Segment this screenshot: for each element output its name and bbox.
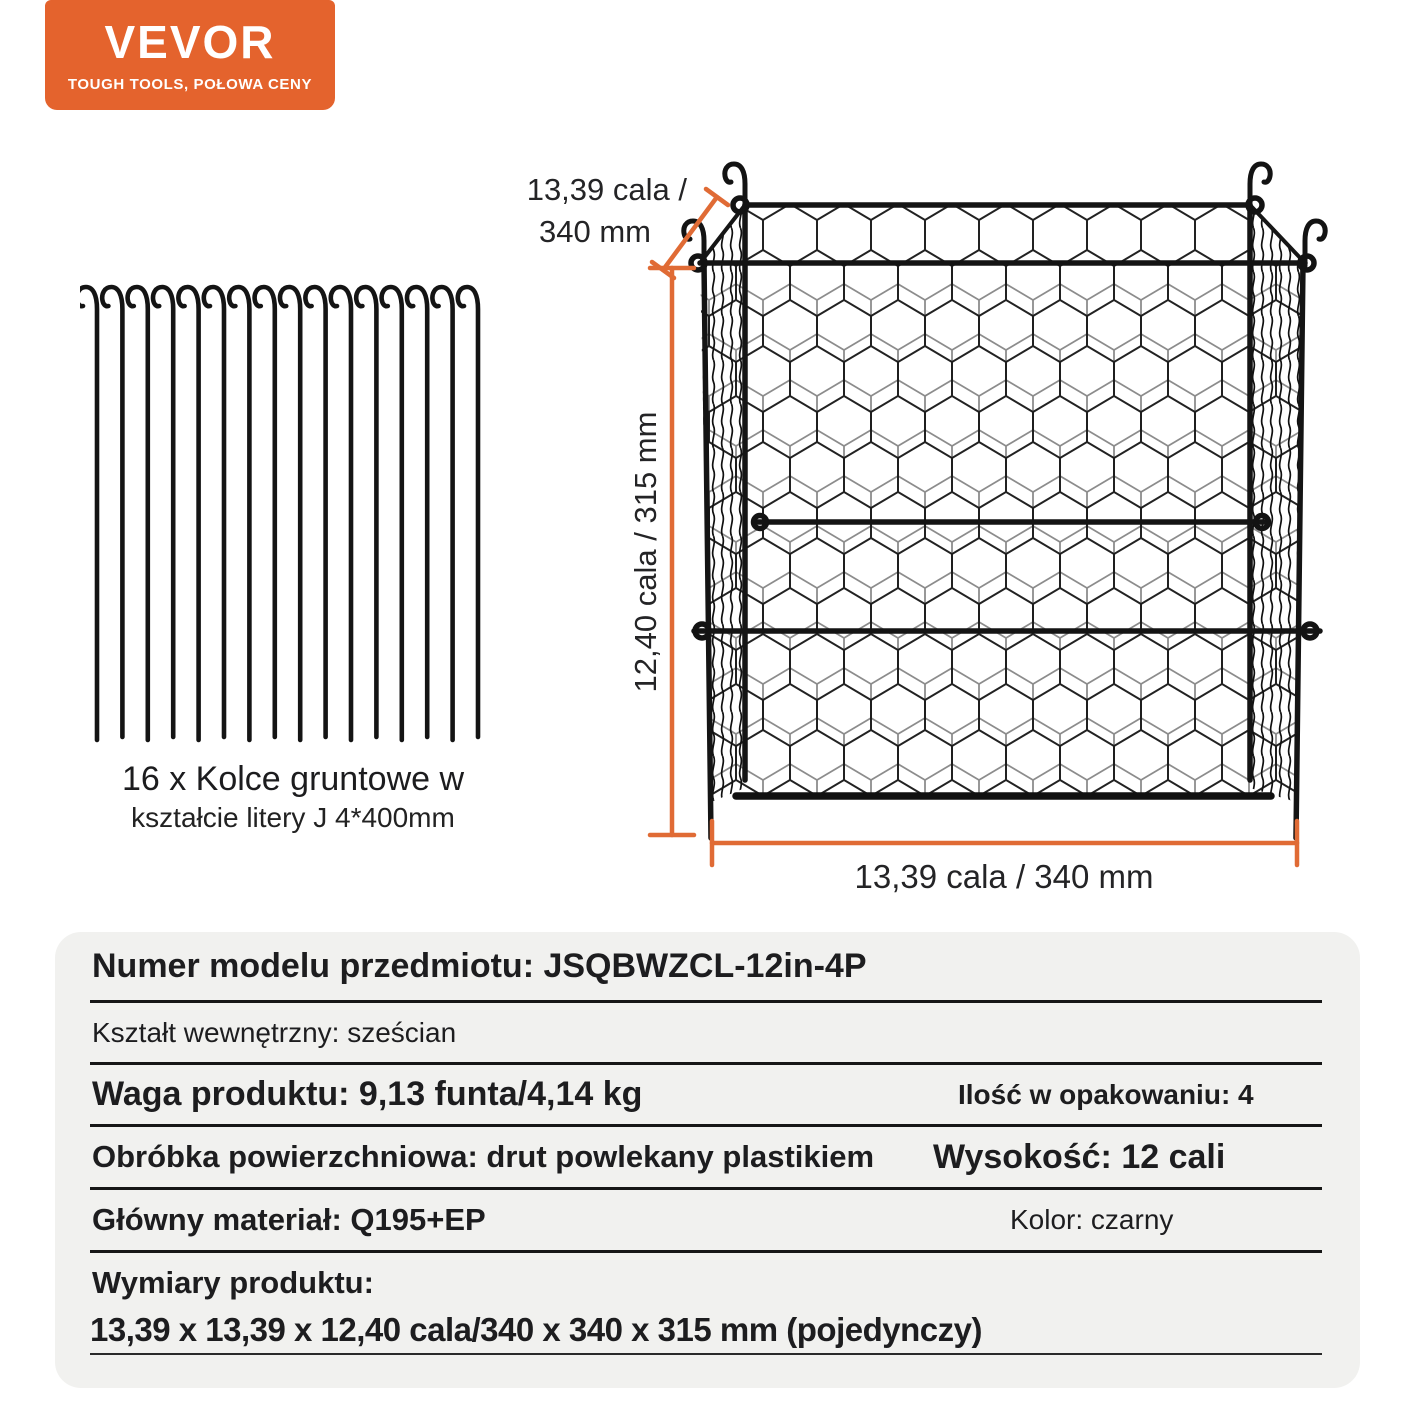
spec-row-material-color xyxy=(90,1190,1322,1253)
spec-weight: Waga produktu: 9,13 funta/4,14 kg xyxy=(92,1075,643,1113)
brand-name: VEVOR xyxy=(104,16,276,68)
spec-color: Kolor: czarny xyxy=(1010,1204,1174,1235)
cage-diagram xyxy=(520,140,1400,915)
stake xyxy=(80,287,97,740)
stake xyxy=(356,287,376,737)
spec-dimensions-value: 13,39 x 13,39 x 12,40 cala/340 x 340 x 315 mm (pojedynczy) xyxy=(90,1311,982,1348)
chicken-wire-mesh xyxy=(700,205,1305,802)
stake xyxy=(229,287,249,740)
spec-row-surface-height xyxy=(90,1127,1322,1190)
spec-inner-shape: Kształt wewnętrzny: sześcian xyxy=(92,1016,457,1048)
spec-model: Numer modelu przedmiotu: JSQBWZCL-12in-4P xyxy=(92,946,867,985)
stakes-group xyxy=(80,287,478,740)
stake xyxy=(432,287,452,740)
spec-table xyxy=(55,932,1360,1388)
ground-stakes-illustration xyxy=(80,275,500,755)
stake xyxy=(458,287,478,737)
spec-row-dimensions xyxy=(90,1253,1322,1355)
stake xyxy=(280,287,300,740)
dim-top-label-line2: 340 mm xyxy=(539,214,651,249)
stake xyxy=(305,287,325,737)
stakes-caption xyxy=(88,760,498,834)
spec-height: Wysokość: 12 cali xyxy=(933,1137,1226,1176)
brand-tagline: TOUGH TOOLS, POŁOWA CENY xyxy=(67,76,313,93)
stake xyxy=(204,287,224,737)
vevor-logo xyxy=(45,0,335,110)
spec-row-model xyxy=(90,932,1322,1003)
stake xyxy=(128,287,148,740)
stake xyxy=(153,287,173,737)
stake xyxy=(407,287,427,737)
stake xyxy=(178,287,198,740)
stakes-caption-line1: 16 x Kolce gruntowe w xyxy=(121,760,465,798)
stake xyxy=(255,287,275,737)
spec-material: Główny materiał: Q195+EP xyxy=(92,1202,486,1237)
dim-top-label-line1: 13,39 cala / xyxy=(526,172,687,207)
dim-bottom-label: 13,39 cala / 340 mm xyxy=(854,858,1154,895)
stake xyxy=(102,287,122,737)
spec-dimensions-label: Wymiary produktu: xyxy=(92,1265,374,1300)
stake xyxy=(331,287,351,740)
spec-pack-qty: Ilość w opakowaniu: 4 xyxy=(958,1078,1254,1110)
stake xyxy=(382,287,402,740)
spec-row-weight-qty xyxy=(90,1065,1322,1127)
spec-surface: Obróbka powierzchniowa: drut powlekany plastikiem xyxy=(92,1139,875,1174)
spec-row-inner-shape xyxy=(90,1003,1322,1065)
dim-left-label: 12,40 cala / 315 mm xyxy=(628,411,663,693)
stakes-caption-line2: kształcie litery J 4*400mm xyxy=(131,802,455,833)
